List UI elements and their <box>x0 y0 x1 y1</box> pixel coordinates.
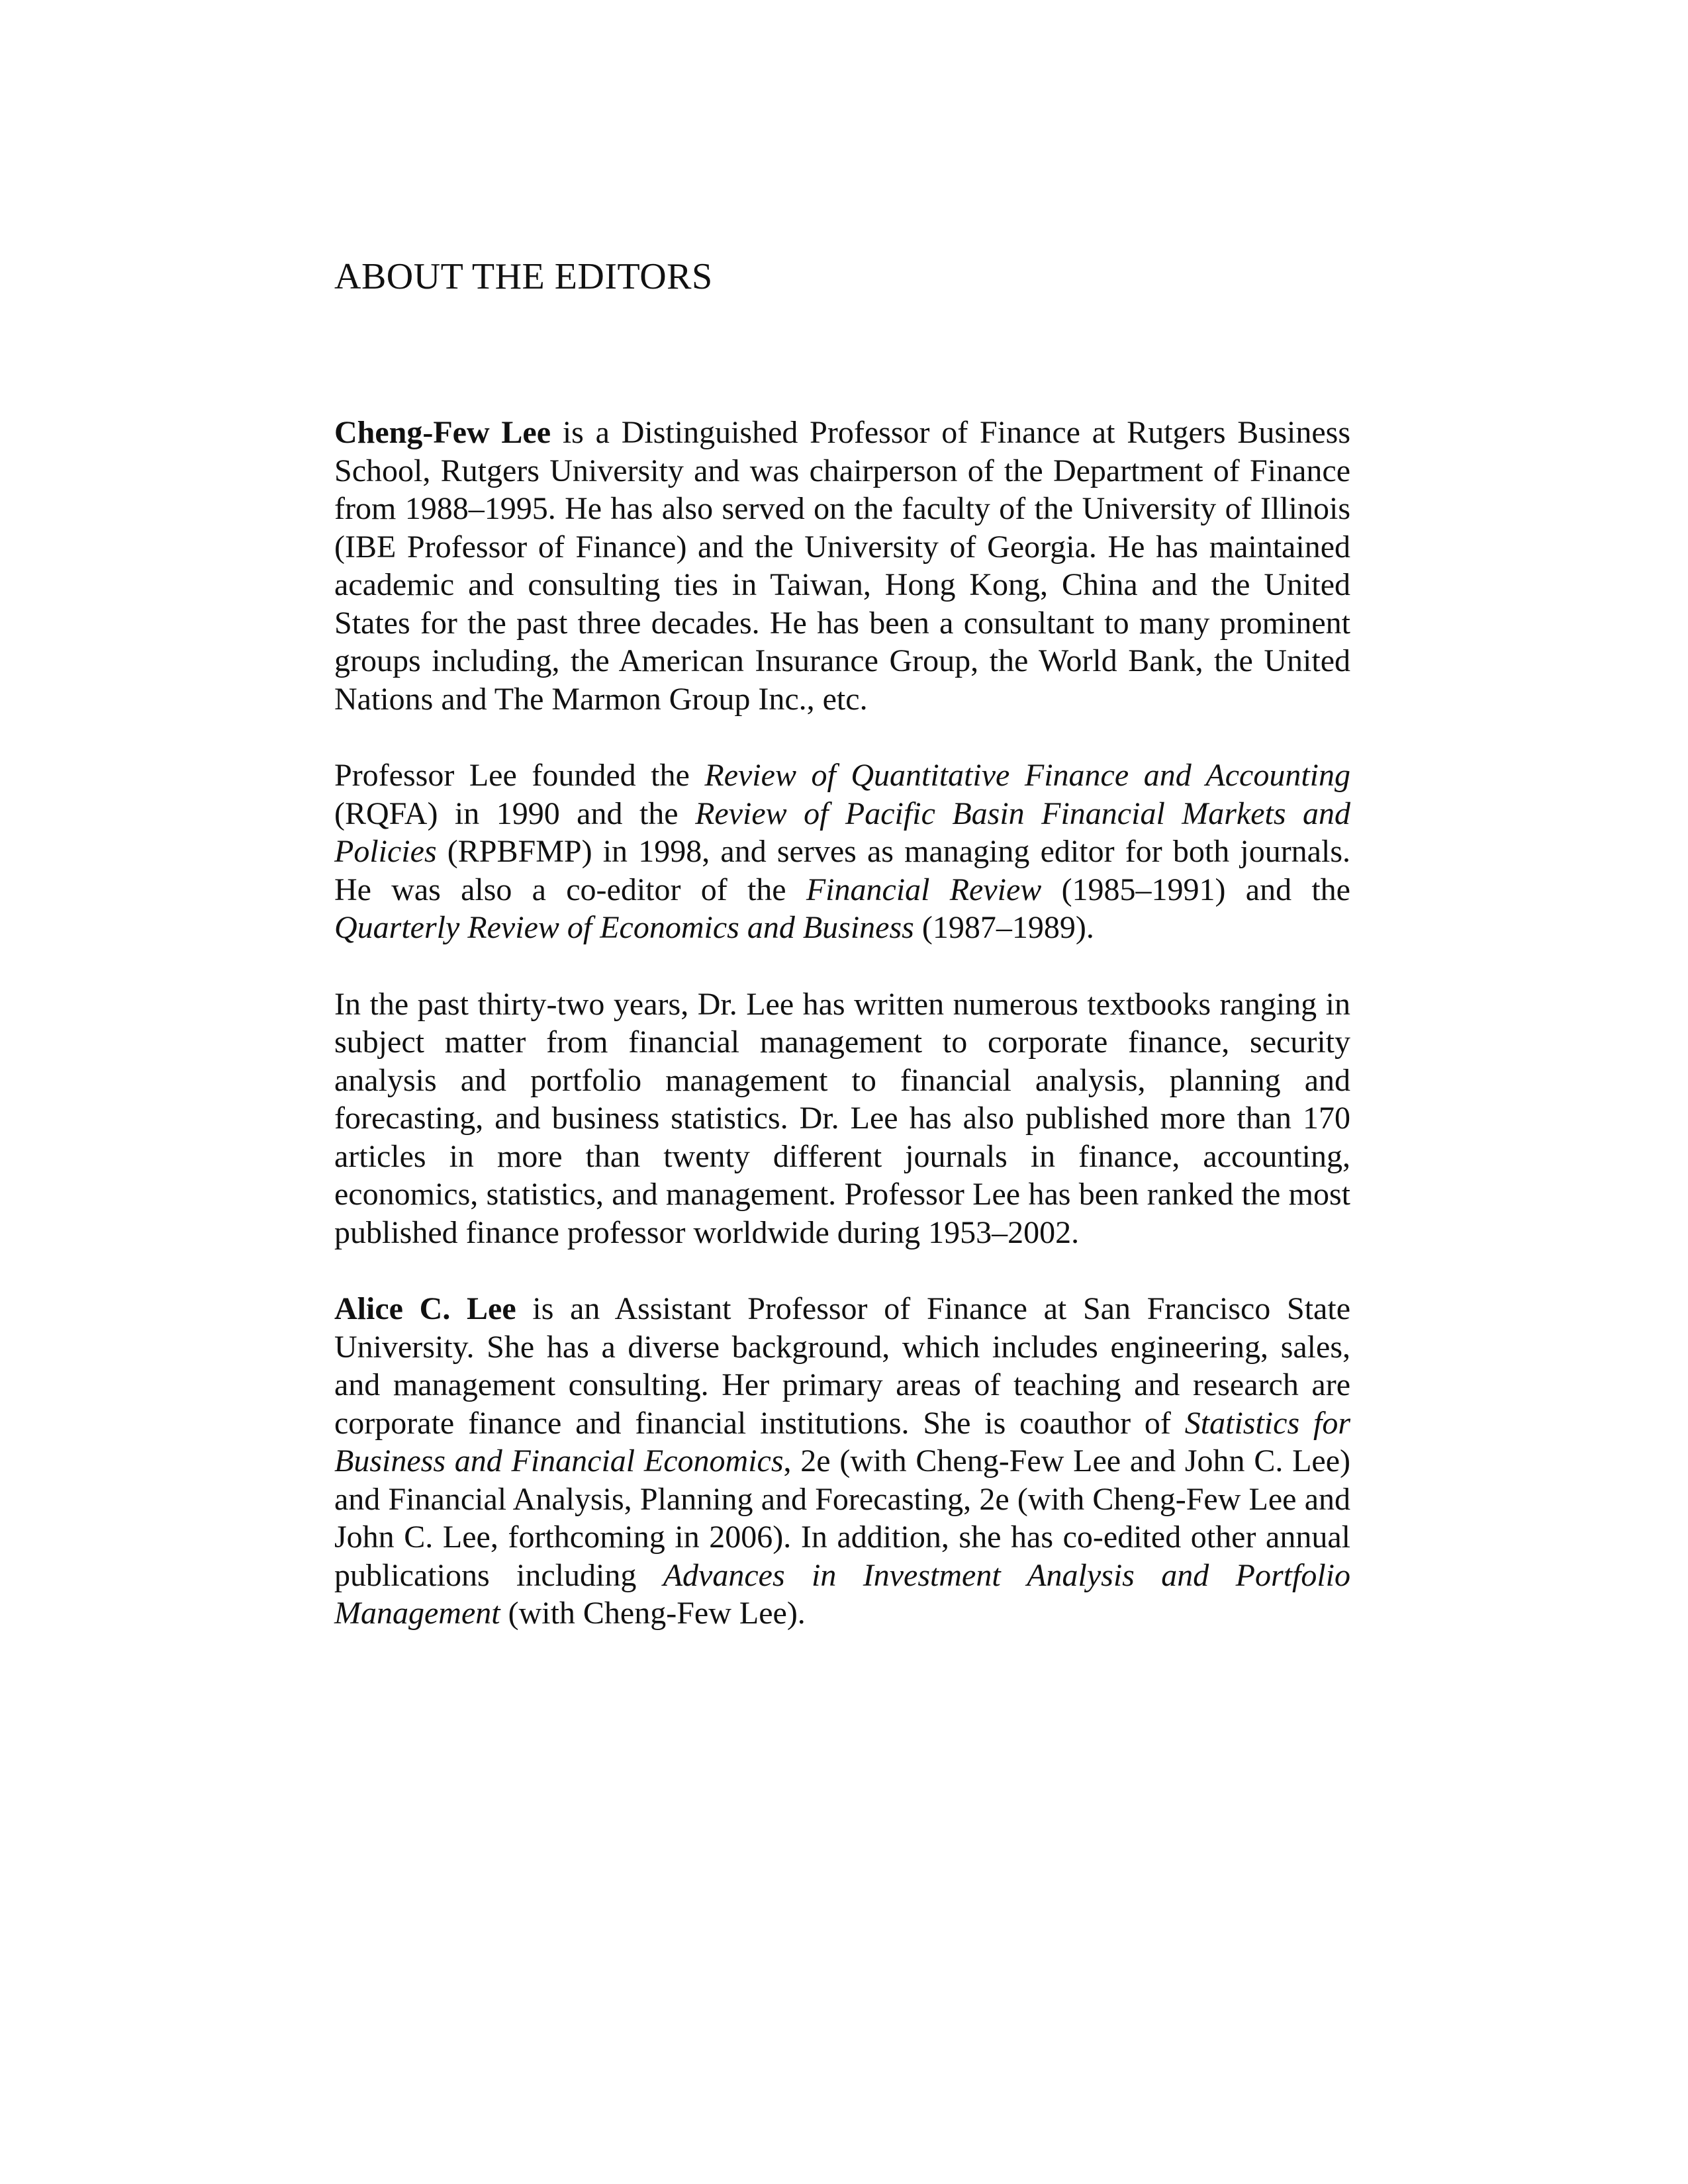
paragraph-text: In the past thirty-two years, Dr. Lee has written numerous textbooks ranging in subject matter from financial management to corporate finance, security analysis and portfolio management to financial analysis, planning and forecasting, and business statistics. Dr. Lee has also published more than 170 articles in more than twenty different journals in finance, accounting, economics, statistics, and management. Professor Lee has been ranked the most published finance professor worldwide during 1953–2002. <box>334 986 1350 1250</box>
paragraph-text: is a Distinguished Professor of Finance at Rutgers Business School, Rutgers University and was chairperson of the Department of Finance from 1988–1995. He has also served on the faculty of the University of Illinois (IBE Professor of Finance) and the University of Georgia. He has maintained academic and consulting ties in Taiwan, Hong Kong, China and the United States for the past three decades. He has been a consultant to many prominent groups including, the American Insurance Group, the World Bank, the United Nations and The Marmon Group Inc., etc. <box>334 415 1350 717</box>
paragraph-cheng-few-lee-bio <box>334 414 1350 718</box>
journal-title: Quarterly Review of Economics and Business <box>334 910 914 945</box>
paragraph-text: (RQFA) in 1990 and the <box>334 796 696 831</box>
paragraph-text: is an Assistant Professor of Finance at San Francisco State University. She has a diverse background, which includes engineering, sales, and management consulting. Her primary areas of teaching and research are corporate finance and financial institutions. She is coauthor of <box>334 1291 1351 1441</box>
paragraph-publications <box>334 985 1350 1252</box>
paragraph-text: (RPBFMP) in 1998, and serves as managing editor for both journals. He was also a co-editor of the <box>334 834 1350 907</box>
editor-name: Cheng-Few Lee <box>334 415 551 450</box>
paragraph-alice-c-lee-bio <box>334 1290 1350 1633</box>
paragraph-text: , 2e (with Cheng-Few Lee and John C. Lee) and Financial Analysis, Planning and Forecasting, 2e (with Cheng-Few Lee and John C. Lee, forthcoming in 2006). In addition, she has co-edited other annual publications including <box>334 1443 1350 1593</box>
journal-title: Review of Pacific Basin Financial Markets and Policies <box>334 796 1350 869</box>
paragraph-text: (1987–1989). <box>914 910 1094 945</box>
body-text <box>334 414 1350 1671</box>
paragraph-journals <box>334 756 1350 947</box>
book-title: Statistics for Business and Financial Economics <box>334 1405 1351 1479</box>
journal-title: Financial Review <box>806 872 1042 907</box>
page-title: ABOUT THE EDITORS <box>334 256 713 297</box>
journal-title: Review of Quantitative Finance and Accounting <box>704 758 1351 793</box>
editor-name: Alice C. Lee <box>334 1291 516 1326</box>
book-title: Advances in Investment Analysis and Portfolio Management <box>334 1557 1350 1631</box>
paragraph-text: Professor Lee founded the <box>334 758 705 793</box>
paragraph-text: (1985–1991) and the <box>1041 872 1350 907</box>
paragraph-text: (with Cheng-Few Lee). <box>500 1596 806 1631</box>
